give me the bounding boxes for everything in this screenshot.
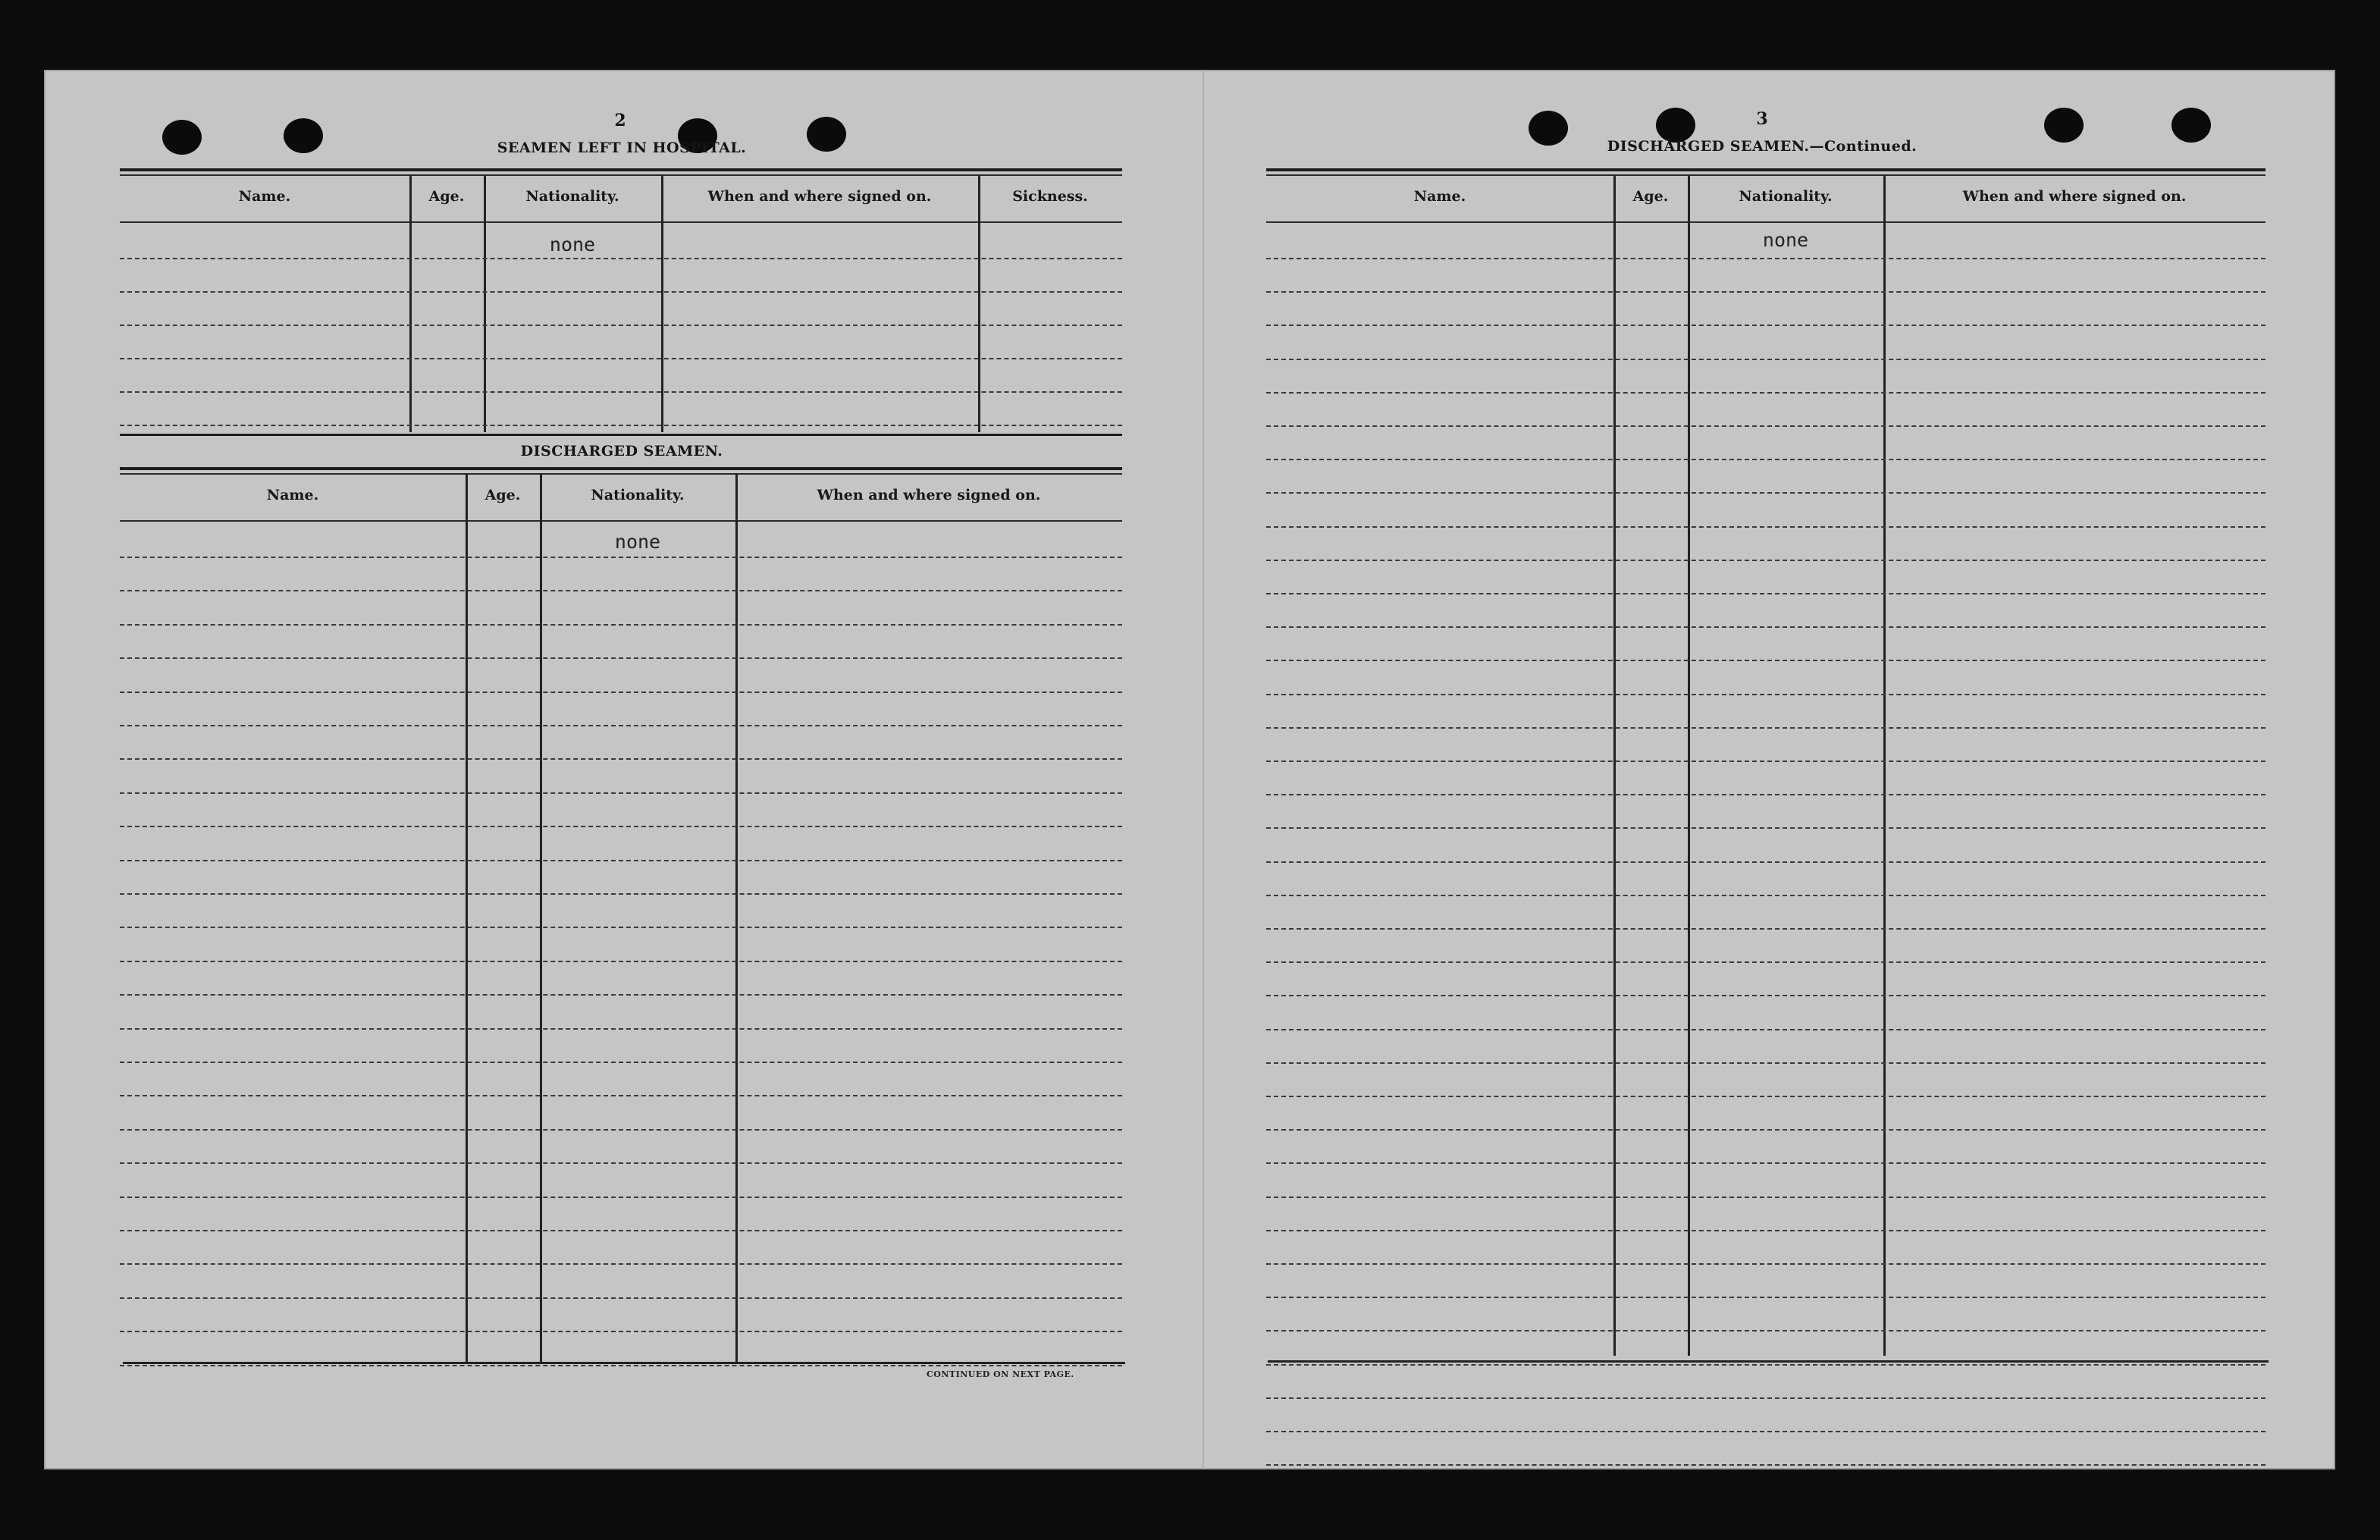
ruled-line — [120, 1365, 1122, 1366]
discharged-section-title: DISCHARGED SEAMEN. — [520, 443, 723, 459]
ruled-line — [1266, 1230, 2266, 1231]
ruled-line — [1266, 928, 2266, 930]
ruled-line — [1266, 1197, 2266, 1198]
hospital-section-title: SEAMEN LEFT IN HOSPITAL. — [497, 140, 747, 156]
right-col-nationality: Nationality. — [1739, 188, 1833, 205]
punch-hole — [284, 118, 323, 153]
ruled-line — [120, 1095, 1122, 1096]
right-entry-none: none — [1762, 229, 1809, 251]
ruled-line — [120, 994, 1122, 996]
hospital-col-sickness: Sickness. — [1012, 188, 1088, 205]
page-number-left: 2 — [614, 111, 626, 130]
right-col-name: Name. — [1413, 188, 1466, 205]
ruled-line — [1266, 1096, 2266, 1097]
ruled-line — [120, 1331, 1122, 1332]
ruled-line — [120, 826, 1122, 827]
ruled-line — [120, 624, 1122, 626]
ruled-line — [1266, 492, 2266, 494]
ruled-line — [1266, 593, 2266, 594]
hospital-col-age: Age. — [428, 188, 465, 205]
ruled-line — [1266, 727, 2266, 729]
discharged-col-age: Age. — [484, 487, 521, 503]
ruled-line — [1266, 861, 2266, 863]
discharged-col-name: Name. — [266, 487, 319, 503]
ruled-line — [1266, 1364, 2266, 1366]
discharged-table-left — [120, 467, 1122, 1362]
hospital-col-signed-on: When and where signed on. — [707, 188, 932, 205]
ruled-line — [1266, 526, 2266, 528]
ruled-line — [120, 1028, 1122, 1030]
ruled-line — [120, 1129, 1122, 1131]
ruled-line — [120, 927, 1122, 928]
page-fold — [1203, 70, 1204, 1469]
ruled-line — [120, 1162, 1122, 1164]
ruled-line — [1266, 1029, 2266, 1030]
discharged-entry-none: none — [614, 531, 661, 553]
ruled-line — [120, 893, 1122, 895]
ruled-line — [1266, 560, 2266, 561]
bottom-rule-right — [1268, 1360, 2269, 1363]
ruled-line — [1266, 425, 2266, 427]
ruled-line — [120, 1297, 1122, 1299]
ruled-line — [1266, 1464, 2266, 1466]
punch-hole — [2044, 108, 2084, 143]
ruled-line — [1266, 694, 2266, 695]
ruled-line — [1266, 626, 2266, 628]
right-col-age: Age. — [1632, 188, 1669, 205]
discharged-col-signed-on: When and where signed on. — [817, 487, 1041, 503]
ruled-line — [1266, 827, 2266, 829]
discharged-col-nationality: Nationality. — [591, 487, 685, 503]
ruled-line — [1266, 291, 2266, 293]
ruled-line — [1266, 1062, 2266, 1064]
ruled-line — [1266, 325, 2266, 326]
ruled-line — [1266, 761, 2266, 762]
ruled-line — [1266, 1330, 2266, 1331]
ruled-line — [1266, 359, 2266, 360]
discharged-continued-title: DISCHARGED SEAMEN.—Continued. — [1607, 138, 1917, 155]
ruled-line — [1266, 392, 2266, 394]
ruled-line — [1266, 1129, 2266, 1131]
right-col-signed-on: When and where signed on. — [1962, 188, 2187, 205]
ruled-line — [1266, 459, 2266, 460]
ruled-line — [1266, 895, 2266, 896]
ruled-line — [1266, 1297, 2266, 1298]
continued-note: CONTINUED ON NEXT PAGE. — [927, 1369, 1074, 1379]
ruled-line — [120, 590, 1122, 591]
ruled-line — [120, 961, 1122, 962]
discharged-table-right — [1266, 168, 2266, 1356]
ruled-line — [1266, 1263, 2266, 1265]
ruled-line — [1266, 794, 2266, 795]
punch-hole — [2171, 108, 2211, 143]
ruled-line — [1266, 1431, 2266, 1432]
divider-rule — [120, 434, 1122, 436]
ruled-line — [1266, 660, 2266, 661]
ruled-line — [120, 792, 1122, 794]
ruled-line — [120, 758, 1122, 760]
ruled-line — [120, 1062, 1122, 1063]
punch-hole — [162, 120, 202, 155]
ruled-line — [120, 1197, 1122, 1198]
hospital-table — [120, 168, 1122, 432]
hospital-entry-none: none — [549, 234, 596, 256]
ruled-line — [120, 725, 1122, 726]
ruled-line — [120, 692, 1122, 693]
ruled-line — [1266, 961, 2266, 963]
ruled-line — [120, 557, 1122, 558]
ruled-line — [1266, 995, 2266, 996]
ruled-line — [120, 1230, 1122, 1231]
page-number-right: 3 — [1756, 109, 1768, 129]
ruled-line — [120, 860, 1122, 861]
ruled-line — [1266, 258, 2266, 259]
ruled-line — [1266, 1397, 2266, 1399]
hospital-col-nationality: Nationality. — [525, 188, 619, 205]
ruled-line — [120, 657, 1122, 659]
hospital-col-name: Name. — [238, 188, 291, 205]
ruled-line — [120, 1263, 1122, 1265]
ruled-line — [1266, 1162, 2266, 1164]
bottom-rule-left — [123, 1362, 1125, 1364]
